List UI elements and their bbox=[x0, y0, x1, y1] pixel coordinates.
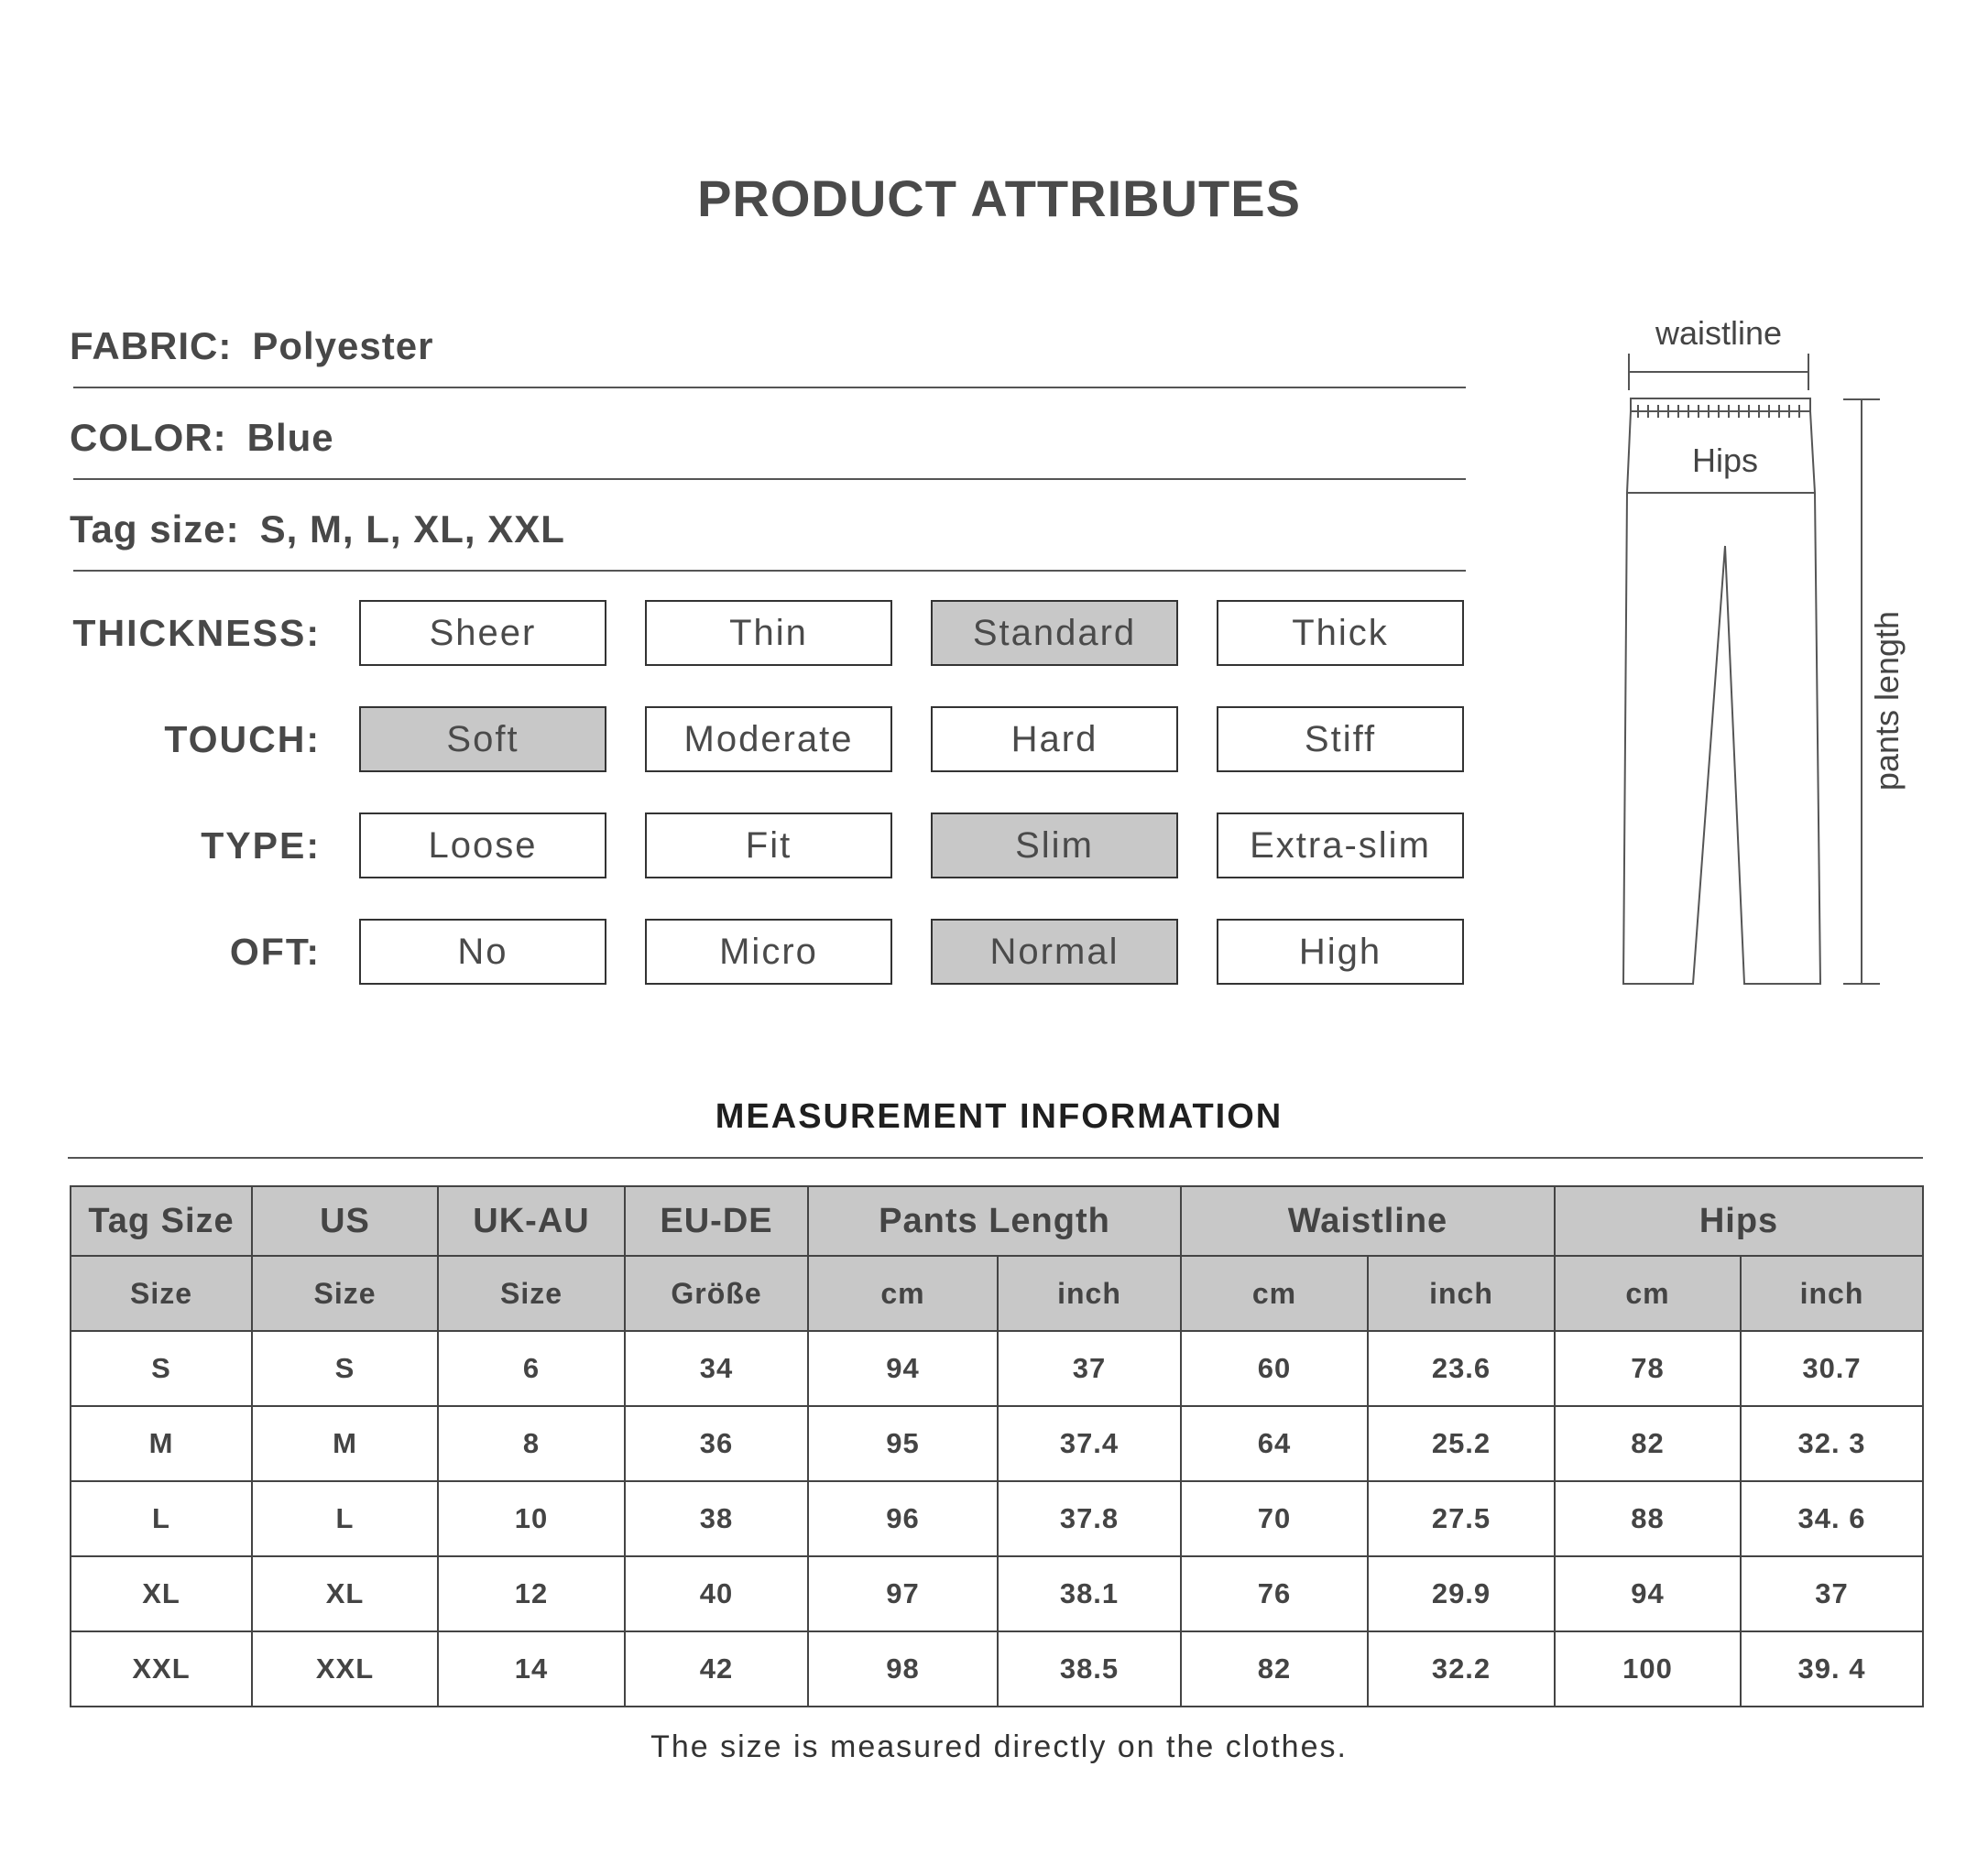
table-row bbox=[71, 1481, 1923, 1556]
option-micro: Micro bbox=[645, 919, 892, 985]
column-subheader: cm bbox=[1181, 1256, 1368, 1331]
column-subheader: inch bbox=[1368, 1256, 1555, 1331]
option-thin: Thin bbox=[645, 600, 892, 666]
divider bbox=[73, 387, 1466, 388]
table-cell: 12 bbox=[438, 1556, 625, 1631]
table-cell: 37 bbox=[1741, 1556, 1923, 1631]
table-cell: 32.2 bbox=[1368, 1631, 1555, 1707]
table-cell: 30.7 bbox=[1741, 1331, 1923, 1406]
table-cell: 64 bbox=[1181, 1406, 1368, 1481]
option-hard: Hard bbox=[931, 706, 1178, 772]
page-title: PRODUCT ATTRIBUTES bbox=[697, 169, 1301, 227]
option-soft: Soft bbox=[359, 706, 606, 772]
table-subheader-row bbox=[71, 1256, 1923, 1331]
table-cell: 37 bbox=[998, 1331, 1181, 1406]
table-cell: 37.4 bbox=[998, 1406, 1181, 1481]
table-cell: 78 bbox=[1555, 1331, 1741, 1406]
table-cell: S bbox=[71, 1331, 252, 1406]
table-cell: 96 bbox=[808, 1481, 998, 1556]
table-cell: 27.5 bbox=[1368, 1481, 1555, 1556]
option-fit: Fit bbox=[645, 812, 892, 878]
column-subheader: inch bbox=[1741, 1256, 1923, 1331]
table-cell: 34. 6 bbox=[1741, 1481, 1923, 1556]
table-row bbox=[71, 1556, 1923, 1631]
table-cell: 40 bbox=[625, 1556, 808, 1631]
table-cell: 97 bbox=[808, 1556, 998, 1631]
column-subheader: Size bbox=[438, 1256, 625, 1331]
table-cell: L bbox=[71, 1481, 252, 1556]
measurement-note: The size is measured directly on the clothes. bbox=[650, 1729, 1348, 1764]
table-cell: 88 bbox=[1555, 1481, 1741, 1556]
table-cell: 29.9 bbox=[1368, 1556, 1555, 1631]
option-stiff: Stiff bbox=[1217, 706, 1464, 772]
column-subheader: Größe bbox=[625, 1256, 808, 1331]
column-header: UK-AU bbox=[438, 1186, 625, 1256]
column-header: Waistline bbox=[1181, 1186, 1555, 1256]
hips-label: Hips bbox=[1691, 442, 1759, 479]
table-cell: 6 bbox=[438, 1331, 625, 1406]
table-cell: 42 bbox=[625, 1631, 808, 1707]
table-cell: 94 bbox=[808, 1331, 998, 1406]
option-sheer: Sheer bbox=[359, 600, 606, 666]
table-cell: 38.5 bbox=[998, 1631, 1181, 1707]
column-subheader: inch bbox=[998, 1256, 1181, 1331]
table-row bbox=[71, 1631, 1923, 1707]
measurement-title: MEASUREMENT INFORMATION bbox=[715, 1097, 1283, 1136]
table-cell: 10 bbox=[438, 1481, 625, 1556]
attr-value: S, M, L, XL, XXL bbox=[259, 507, 565, 551]
table-cell: 32. 3 bbox=[1741, 1406, 1923, 1481]
attr-tag-size bbox=[70, 507, 565, 551]
attr-value: Polyester bbox=[252, 324, 434, 367]
column-header: Pants Length bbox=[808, 1186, 1181, 1256]
table-cell: 14 bbox=[438, 1631, 625, 1707]
table-row bbox=[71, 1406, 1923, 1481]
table-cell: 100 bbox=[1555, 1631, 1741, 1707]
column-subheader: cm bbox=[1555, 1256, 1741, 1331]
table-cell: S bbox=[252, 1331, 438, 1406]
divider bbox=[73, 478, 1466, 480]
column-subheader: cm bbox=[808, 1256, 998, 1331]
column-subheader: Size bbox=[252, 1256, 438, 1331]
table-row bbox=[71, 1331, 1923, 1406]
attr-label: COLOR: bbox=[70, 416, 227, 459]
option-thick: Thick bbox=[1217, 600, 1464, 666]
table-cell: L bbox=[252, 1481, 438, 1556]
table-cell: 23.6 bbox=[1368, 1331, 1555, 1406]
table-cell: 82 bbox=[1181, 1631, 1368, 1707]
attr-value: Blue bbox=[246, 416, 334, 459]
column-subheader: Size bbox=[71, 1256, 252, 1331]
table-cell: 98 bbox=[808, 1631, 998, 1707]
pants-length-label: pants length bbox=[1868, 610, 1906, 791]
table-body bbox=[71, 1331, 1923, 1707]
pants-diagram bbox=[1594, 311, 1906, 1008]
option-group-label: TOUCH: bbox=[164, 718, 321, 760]
table-cell: 38.1 bbox=[998, 1556, 1181, 1631]
table-cell: 38 bbox=[625, 1481, 808, 1556]
option-group-label: OFT: bbox=[229, 931, 321, 973]
option-loose: Loose bbox=[359, 812, 606, 878]
option-high: High bbox=[1217, 919, 1464, 985]
attr-color bbox=[70, 416, 334, 460]
option-group-label: TYPE: bbox=[201, 824, 321, 867]
table-cell: XXL bbox=[71, 1631, 252, 1707]
table-cell: 60 bbox=[1181, 1331, 1368, 1406]
option-moderate: Moderate bbox=[645, 706, 892, 772]
option-normal: Normal bbox=[931, 919, 1178, 985]
column-header: US bbox=[252, 1186, 438, 1256]
table-cell: 8 bbox=[438, 1406, 625, 1481]
table-cell: XXL bbox=[252, 1631, 438, 1707]
size-chart-table bbox=[70, 1185, 1924, 1707]
table-cell: 95 bbox=[808, 1406, 998, 1481]
table-cell: 82 bbox=[1555, 1406, 1741, 1481]
column-header: Tag Size bbox=[71, 1186, 252, 1256]
column-header: EU-DE bbox=[625, 1186, 808, 1256]
column-header: Hips bbox=[1555, 1186, 1923, 1256]
table-cell: 76 bbox=[1181, 1556, 1368, 1631]
table-cell: 39. 4 bbox=[1741, 1631, 1923, 1707]
table-header-row bbox=[71, 1186, 1923, 1256]
divider bbox=[73, 570, 1466, 572]
table-cell: 36 bbox=[625, 1406, 808, 1481]
attr-label: Tag size: bbox=[70, 507, 240, 551]
option-group-label: THICKNESS: bbox=[72, 612, 321, 654]
option-standard: Standard bbox=[931, 600, 1178, 666]
option-no: No bbox=[359, 919, 606, 985]
pants-outline-figure bbox=[1594, 311, 1906, 1008]
option-slim: Slim bbox=[931, 812, 1178, 878]
option-extra-slim: Extra-slim bbox=[1217, 812, 1464, 878]
table-cell: M bbox=[252, 1406, 438, 1481]
table-cell: 25.2 bbox=[1368, 1406, 1555, 1481]
table-cell: 34 bbox=[625, 1331, 808, 1406]
table-cell: XL bbox=[71, 1556, 252, 1631]
table-cell: 70 bbox=[1181, 1481, 1368, 1556]
waistline-label: waistline bbox=[1655, 314, 1783, 352]
table-cell: M bbox=[71, 1406, 252, 1481]
measurement-divider bbox=[68, 1157, 1923, 1159]
table-cell: 94 bbox=[1555, 1556, 1741, 1631]
pants-outline bbox=[1623, 411, 1820, 984]
attr-fabric bbox=[70, 324, 433, 368]
table-cell: 37.8 bbox=[998, 1481, 1181, 1556]
attr-label: FABRIC: bbox=[70, 324, 233, 367]
table-cell: XL bbox=[252, 1556, 438, 1631]
